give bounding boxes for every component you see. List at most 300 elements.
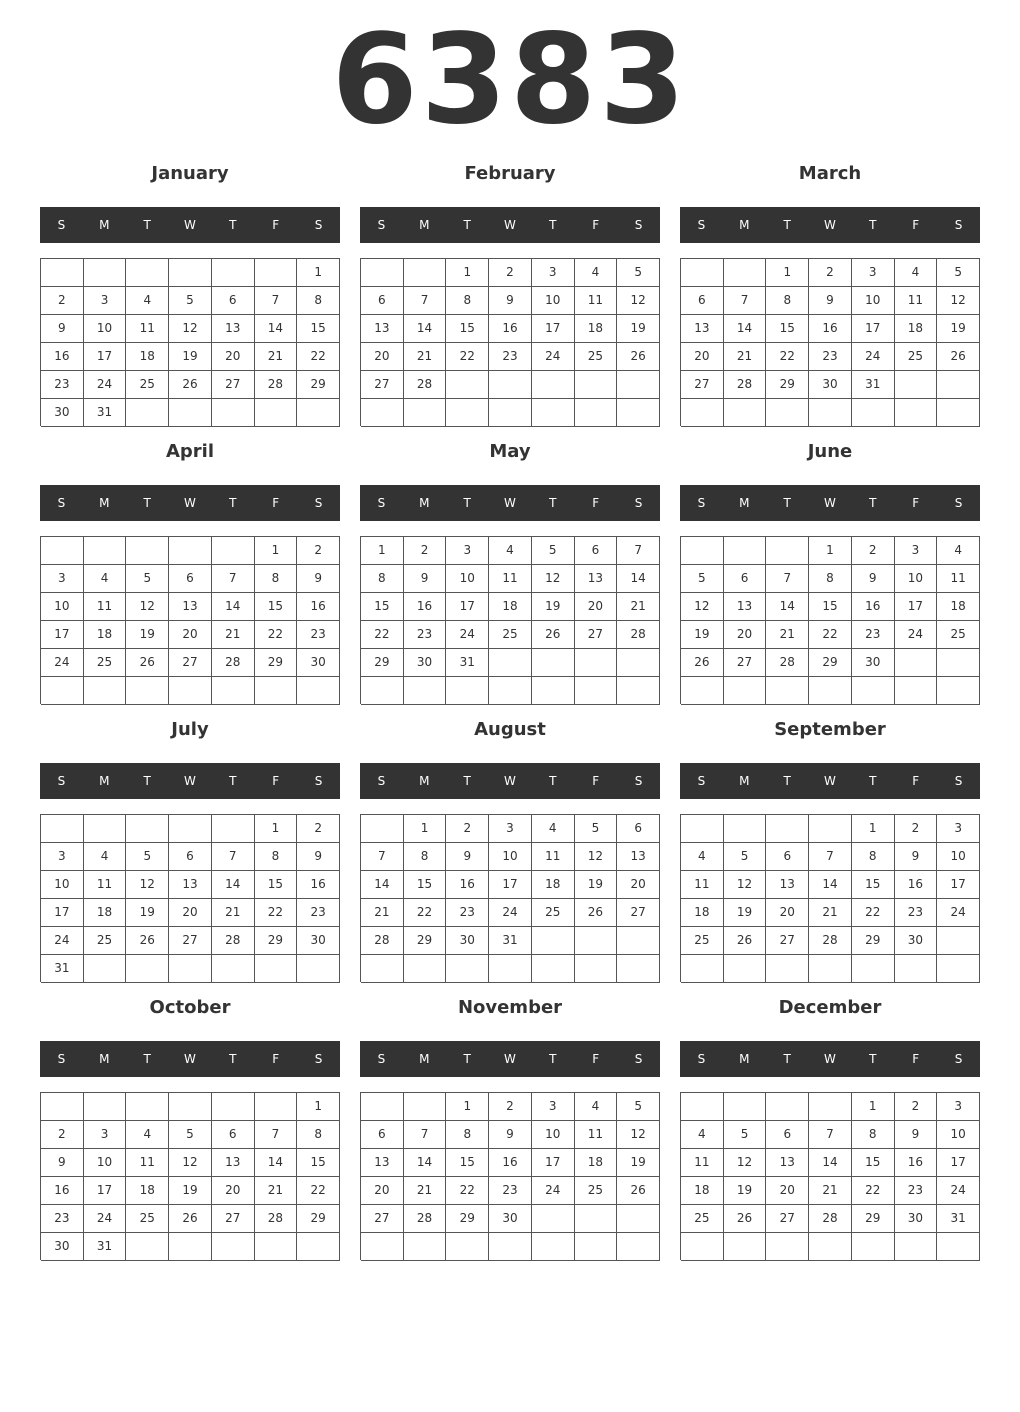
day-cell: 25 bbox=[681, 927, 724, 955]
day-cell: 19 bbox=[126, 621, 169, 649]
day-cell: 25 bbox=[575, 343, 618, 371]
day-cell: 30 bbox=[809, 371, 852, 399]
empty-day-cell bbox=[126, 677, 169, 705]
day-cell: 13 bbox=[681, 315, 724, 343]
day-cell: 19 bbox=[169, 343, 212, 371]
month-june bbox=[680, 436, 980, 714]
day-cell: 15 bbox=[361, 593, 404, 621]
month-name: May bbox=[489, 441, 531, 462]
day-cell: 24 bbox=[937, 899, 980, 927]
day-cell: 3 bbox=[532, 259, 575, 287]
empty-day-cell bbox=[169, 399, 212, 427]
day-cell: 22 bbox=[255, 899, 298, 927]
month-name: June bbox=[807, 441, 853, 462]
day-cell: 16 bbox=[489, 315, 532, 343]
day-cell: 29 bbox=[766, 371, 809, 399]
day-cell: 8 bbox=[255, 565, 298, 593]
day-cell: 6 bbox=[361, 287, 404, 315]
weekday-label: W bbox=[504, 774, 516, 788]
day-cell: 9 bbox=[404, 565, 447, 593]
empty-day-cell bbox=[809, 399, 852, 427]
weekday-label: S bbox=[697, 218, 706, 232]
day-cell: 15 bbox=[446, 315, 489, 343]
day-cell: 21 bbox=[617, 593, 660, 621]
empty-day-cell bbox=[724, 259, 767, 287]
day-cell: 23 bbox=[41, 1205, 84, 1233]
day-cell: 2 bbox=[404, 537, 447, 565]
empty-day-cell bbox=[617, 677, 660, 705]
weekday-label: S bbox=[634, 1052, 643, 1066]
day-cell: 16 bbox=[895, 871, 938, 899]
day-cell: 28 bbox=[724, 371, 767, 399]
day-cell: 11 bbox=[126, 315, 169, 343]
month-march bbox=[680, 158, 980, 436]
weekday-label: M bbox=[99, 774, 110, 788]
day-cell: 20 bbox=[617, 871, 660, 899]
empty-day-cell bbox=[852, 955, 895, 983]
day-cell: 28 bbox=[255, 1205, 298, 1233]
day-cell: 28 bbox=[809, 927, 852, 955]
day-cell: 14 bbox=[617, 565, 660, 593]
day-cell: 26 bbox=[532, 621, 575, 649]
day-cell: 1 bbox=[446, 1093, 489, 1121]
empty-day-cell bbox=[937, 1233, 980, 1261]
day-cell: 10 bbox=[489, 843, 532, 871]
day-cell: 2 bbox=[489, 259, 532, 287]
day-cell: 7 bbox=[212, 565, 255, 593]
weekday-label: T bbox=[463, 218, 471, 232]
day-cell: 14 bbox=[404, 1149, 447, 1177]
day-cell: 29 bbox=[404, 927, 447, 955]
day-grid bbox=[360, 814, 660, 982]
empty-day-cell bbox=[489, 1233, 532, 1261]
day-cell: 16 bbox=[852, 593, 895, 621]
empty-day-cell bbox=[937, 955, 980, 983]
day-cell: 21 bbox=[212, 621, 255, 649]
empty-day-cell bbox=[724, 677, 767, 705]
weekday-label: T bbox=[143, 496, 151, 510]
empty-day-cell bbox=[809, 1233, 852, 1261]
weekday-label: F bbox=[592, 218, 600, 232]
day-cell: 28 bbox=[212, 927, 255, 955]
day-cell: 12 bbox=[532, 565, 575, 593]
empty-day-cell bbox=[895, 399, 938, 427]
day-cell: 14 bbox=[255, 1149, 298, 1177]
day-cell: 23 bbox=[297, 621, 340, 649]
empty-day-cell bbox=[895, 955, 938, 983]
empty-day-cell bbox=[617, 955, 660, 983]
day-cell: 16 bbox=[404, 593, 447, 621]
day-cell: 16 bbox=[489, 1149, 532, 1177]
day-cell: 9 bbox=[895, 1121, 938, 1149]
empty-day-cell bbox=[809, 955, 852, 983]
day-grid bbox=[680, 258, 980, 426]
empty-day-cell bbox=[297, 399, 340, 427]
day-cell: 1 bbox=[852, 815, 895, 843]
year-title: 6383 bbox=[331, 8, 689, 152]
empty-day-cell bbox=[575, 371, 618, 399]
weekday-header bbox=[360, 763, 660, 799]
day-cell: 6 bbox=[212, 1121, 255, 1149]
day-cell: 22 bbox=[852, 899, 895, 927]
empty-day-cell bbox=[361, 955, 404, 983]
empty-day-cell bbox=[404, 399, 447, 427]
day-cell: 13 bbox=[724, 593, 767, 621]
day-cell: 31 bbox=[937, 1205, 980, 1233]
weekday-label: F bbox=[912, 1052, 920, 1066]
day-cell: 4 bbox=[84, 843, 127, 871]
day-cell: 26 bbox=[681, 649, 724, 677]
day-cell: 28 bbox=[361, 927, 404, 955]
day-cell: 27 bbox=[212, 1205, 255, 1233]
day-cell: 23 bbox=[895, 899, 938, 927]
day-cell: 29 bbox=[446, 1205, 489, 1233]
weekday-label: M bbox=[419, 1052, 430, 1066]
day-cell: 21 bbox=[809, 899, 852, 927]
month-name: February bbox=[464, 163, 556, 184]
day-cell: 23 bbox=[895, 1177, 938, 1205]
day-cell: 12 bbox=[575, 843, 618, 871]
empty-day-cell bbox=[41, 677, 84, 705]
day-cell: 20 bbox=[212, 1177, 255, 1205]
weekday-label: T bbox=[463, 774, 471, 788]
weekday-label: F bbox=[272, 496, 280, 510]
day-cell: 7 bbox=[724, 287, 767, 315]
empty-day-cell bbox=[617, 1233, 660, 1261]
weekday-header bbox=[40, 1041, 340, 1077]
day-cell: 9 bbox=[41, 315, 84, 343]
day-cell: 2 bbox=[446, 815, 489, 843]
day-cell: 10 bbox=[852, 287, 895, 315]
day-cell: 13 bbox=[617, 843, 660, 871]
day-cell: 27 bbox=[766, 1205, 809, 1233]
day-cell: 22 bbox=[255, 621, 298, 649]
day-cell: 2 bbox=[809, 259, 852, 287]
weekday-label: F bbox=[592, 496, 600, 510]
day-cell: 2 bbox=[297, 537, 340, 565]
day-cell: 1 bbox=[809, 537, 852, 565]
day-cell: 15 bbox=[297, 315, 340, 343]
empty-day-cell bbox=[297, 677, 340, 705]
empty-day-cell bbox=[937, 927, 980, 955]
empty-day-cell bbox=[937, 677, 980, 705]
day-cell: 16 bbox=[297, 871, 340, 899]
day-cell: 12 bbox=[169, 1149, 212, 1177]
weekday-label: S bbox=[954, 218, 963, 232]
day-cell: 6 bbox=[169, 565, 212, 593]
day-cell: 7 bbox=[809, 1121, 852, 1149]
day-cell: 12 bbox=[126, 593, 169, 621]
day-cell: 3 bbox=[446, 537, 489, 565]
day-cell: 9 bbox=[297, 843, 340, 871]
weekday-label: W bbox=[824, 1052, 836, 1066]
day-cell: 27 bbox=[724, 649, 767, 677]
day-cell: 8 bbox=[297, 1121, 340, 1149]
day-cell: 16 bbox=[41, 343, 84, 371]
day-cell: 15 bbox=[297, 1149, 340, 1177]
empty-day-cell bbox=[895, 649, 938, 677]
empty-day-cell bbox=[489, 371, 532, 399]
weekday-label: W bbox=[824, 496, 836, 510]
empty-day-cell bbox=[169, 537, 212, 565]
day-cell: 23 bbox=[446, 899, 489, 927]
empty-day-cell bbox=[489, 955, 532, 983]
day-cell: 28 bbox=[617, 621, 660, 649]
day-cell: 2 bbox=[852, 537, 895, 565]
empty-day-cell bbox=[169, 815, 212, 843]
day-cell: 14 bbox=[766, 593, 809, 621]
day-cell: 1 bbox=[852, 1093, 895, 1121]
day-cell: 1 bbox=[361, 537, 404, 565]
day-cell: 19 bbox=[617, 1149, 660, 1177]
month-name: January bbox=[151, 163, 229, 184]
month-october bbox=[40, 992, 340, 1270]
weekday-label: W bbox=[184, 1052, 196, 1066]
day-cell: 28 bbox=[766, 649, 809, 677]
day-cell: 7 bbox=[404, 1121, 447, 1149]
day-cell: 1 bbox=[297, 1093, 340, 1121]
day-cell: 26 bbox=[617, 343, 660, 371]
weekday-label: S bbox=[954, 1052, 963, 1066]
month-may bbox=[360, 436, 660, 714]
day-cell: 18 bbox=[126, 343, 169, 371]
weekday-header bbox=[40, 207, 340, 243]
month-november bbox=[360, 992, 660, 1270]
day-cell: 22 bbox=[297, 343, 340, 371]
day-cell: 11 bbox=[489, 565, 532, 593]
day-cell: 23 bbox=[809, 343, 852, 371]
empty-day-cell bbox=[297, 1233, 340, 1261]
weekday-label: M bbox=[739, 496, 750, 510]
day-cell: 29 bbox=[297, 371, 340, 399]
day-cell: 7 bbox=[809, 843, 852, 871]
day-cell: 18 bbox=[681, 899, 724, 927]
day-cell: 17 bbox=[895, 593, 938, 621]
weekday-label: S bbox=[314, 1052, 323, 1066]
day-cell: 25 bbox=[681, 1205, 724, 1233]
empty-day-cell bbox=[724, 955, 767, 983]
day-cell: 10 bbox=[532, 1121, 575, 1149]
day-cell: 18 bbox=[489, 593, 532, 621]
day-cell: 31 bbox=[84, 399, 127, 427]
empty-day-cell bbox=[361, 677, 404, 705]
day-cell: 26 bbox=[575, 899, 618, 927]
empty-day-cell bbox=[84, 955, 127, 983]
day-grid bbox=[40, 814, 340, 982]
day-cell: 16 bbox=[446, 871, 489, 899]
day-cell: 19 bbox=[532, 593, 575, 621]
day-cell: 18 bbox=[126, 1177, 169, 1205]
day-cell: 16 bbox=[297, 593, 340, 621]
day-cell: 6 bbox=[212, 287, 255, 315]
day-cell: 15 bbox=[255, 871, 298, 899]
empty-day-cell bbox=[617, 399, 660, 427]
day-cell: 11 bbox=[84, 593, 127, 621]
weekday-label: M bbox=[739, 1052, 750, 1066]
month-january bbox=[40, 158, 340, 436]
day-cell: 5 bbox=[937, 259, 980, 287]
day-cell: 8 bbox=[446, 1121, 489, 1149]
empty-day-cell bbox=[212, 259, 255, 287]
day-cell: 21 bbox=[255, 1177, 298, 1205]
day-cell: 22 bbox=[446, 1177, 489, 1205]
day-cell: 10 bbox=[937, 843, 980, 871]
day-cell: 4 bbox=[937, 537, 980, 565]
day-cell: 23 bbox=[41, 371, 84, 399]
empty-day-cell bbox=[126, 1093, 169, 1121]
day-cell: 7 bbox=[212, 843, 255, 871]
empty-day-cell bbox=[895, 677, 938, 705]
weekday-label: T bbox=[463, 496, 471, 510]
day-cell: 22 bbox=[404, 899, 447, 927]
weekday-label: T bbox=[869, 496, 877, 510]
day-cell: 12 bbox=[681, 593, 724, 621]
empty-day-cell bbox=[361, 815, 404, 843]
day-cell: 4 bbox=[126, 287, 169, 315]
weekday-label: T bbox=[549, 774, 557, 788]
day-cell: 25 bbox=[532, 899, 575, 927]
day-cell: 26 bbox=[126, 649, 169, 677]
day-cell: 25 bbox=[895, 343, 938, 371]
day-cell: 24 bbox=[937, 1177, 980, 1205]
month-december bbox=[680, 992, 980, 1270]
day-cell: 10 bbox=[446, 565, 489, 593]
weekday-header bbox=[680, 207, 980, 243]
empty-day-cell bbox=[84, 815, 127, 843]
months-grid bbox=[40, 158, 980, 1270]
day-cell: 19 bbox=[724, 899, 767, 927]
day-cell: 25 bbox=[84, 927, 127, 955]
weekday-label: M bbox=[99, 496, 110, 510]
weekday-label: S bbox=[377, 1052, 386, 1066]
empty-day-cell bbox=[809, 1093, 852, 1121]
day-grid bbox=[680, 536, 980, 704]
weekday-label: S bbox=[57, 774, 66, 788]
day-cell: 27 bbox=[361, 371, 404, 399]
day-cell: 17 bbox=[937, 871, 980, 899]
month-name: April bbox=[165, 441, 215, 462]
day-cell: 19 bbox=[575, 871, 618, 899]
empty-day-cell bbox=[766, 955, 809, 983]
empty-day-cell bbox=[532, 371, 575, 399]
day-cell: 20 bbox=[681, 343, 724, 371]
day-cell: 26 bbox=[169, 1205, 212, 1233]
day-cell: 28 bbox=[404, 371, 447, 399]
day-cell: 24 bbox=[532, 1177, 575, 1205]
empty-day-cell bbox=[617, 927, 660, 955]
day-cell: 23 bbox=[489, 1177, 532, 1205]
day-cell: 30 bbox=[489, 1205, 532, 1233]
empty-day-cell bbox=[255, 677, 298, 705]
weekday-label: F bbox=[592, 1052, 600, 1066]
empty-day-cell bbox=[809, 815, 852, 843]
day-cell: 9 bbox=[489, 1121, 532, 1149]
day-cell: 4 bbox=[681, 843, 724, 871]
empty-day-cell bbox=[681, 259, 724, 287]
empty-day-cell bbox=[724, 815, 767, 843]
day-cell: 24 bbox=[84, 371, 127, 399]
empty-day-cell bbox=[575, 1205, 618, 1233]
day-cell: 5 bbox=[575, 815, 618, 843]
day-cell: 30 bbox=[852, 649, 895, 677]
day-cell: 8 bbox=[852, 1121, 895, 1149]
empty-day-cell bbox=[404, 259, 447, 287]
day-cell: 3 bbox=[852, 259, 895, 287]
month-name: August bbox=[474, 719, 546, 740]
day-cell: 13 bbox=[361, 315, 404, 343]
day-cell: 19 bbox=[169, 1177, 212, 1205]
day-cell: 19 bbox=[937, 315, 980, 343]
empty-day-cell bbox=[126, 955, 169, 983]
weekday-header bbox=[360, 485, 660, 521]
weekday-label: F bbox=[912, 496, 920, 510]
day-cell: 25 bbox=[126, 371, 169, 399]
day-cell: 5 bbox=[617, 1093, 660, 1121]
weekday-label: S bbox=[634, 496, 643, 510]
empty-day-cell bbox=[809, 677, 852, 705]
empty-day-cell bbox=[41, 259, 84, 287]
empty-day-cell bbox=[575, 649, 618, 677]
empty-day-cell bbox=[532, 1205, 575, 1233]
empty-day-cell bbox=[681, 677, 724, 705]
empty-day-cell bbox=[681, 1093, 724, 1121]
day-cell: 18 bbox=[84, 899, 127, 927]
day-cell: 15 bbox=[809, 593, 852, 621]
day-cell: 17 bbox=[532, 1149, 575, 1177]
weekday-header bbox=[680, 763, 980, 799]
empty-day-cell bbox=[681, 537, 724, 565]
day-cell: 18 bbox=[937, 593, 980, 621]
day-cell: 21 bbox=[404, 1177, 447, 1205]
weekday-label: T bbox=[549, 1052, 557, 1066]
weekday-label: W bbox=[504, 218, 516, 232]
day-cell: 13 bbox=[169, 593, 212, 621]
empty-day-cell bbox=[852, 1233, 895, 1261]
day-cell: 16 bbox=[41, 1177, 84, 1205]
day-cell: 3 bbox=[84, 287, 127, 315]
empty-day-cell bbox=[126, 399, 169, 427]
day-cell: 22 bbox=[852, 1177, 895, 1205]
day-cell: 18 bbox=[895, 315, 938, 343]
day-cell: 29 bbox=[255, 649, 298, 677]
day-cell: 10 bbox=[937, 1121, 980, 1149]
day-cell: 18 bbox=[575, 1149, 618, 1177]
day-cell: 18 bbox=[532, 871, 575, 899]
weekday-label: F bbox=[592, 774, 600, 788]
day-cell: 5 bbox=[617, 259, 660, 287]
empty-day-cell bbox=[575, 1233, 618, 1261]
day-cell: 28 bbox=[212, 649, 255, 677]
weekday-label: T bbox=[143, 774, 151, 788]
day-cell: 31 bbox=[446, 649, 489, 677]
day-cell: 8 bbox=[297, 287, 340, 315]
day-cell: 20 bbox=[724, 621, 767, 649]
day-cell: 10 bbox=[84, 1149, 127, 1177]
day-grid bbox=[40, 1092, 340, 1260]
empty-day-cell bbox=[937, 399, 980, 427]
day-cell: 26 bbox=[169, 371, 212, 399]
day-cell: 2 bbox=[489, 1093, 532, 1121]
day-cell: 14 bbox=[212, 593, 255, 621]
day-cell: 13 bbox=[169, 871, 212, 899]
month-august bbox=[360, 714, 660, 992]
day-cell: 29 bbox=[852, 1205, 895, 1233]
empty-day-cell bbox=[212, 399, 255, 427]
weekday-header bbox=[40, 763, 340, 799]
day-cell: 31 bbox=[84, 1233, 127, 1261]
empty-day-cell bbox=[41, 1093, 84, 1121]
empty-day-cell bbox=[404, 955, 447, 983]
